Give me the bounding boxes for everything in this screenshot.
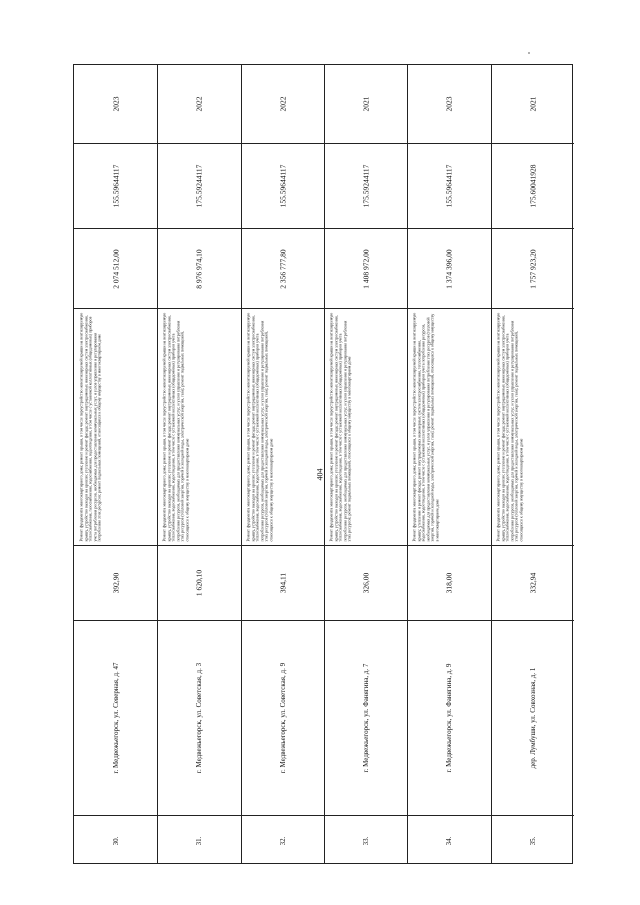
works-cell	[74, 308, 157, 545]
address-text: дер. Лумбуши, ул. Совхозная, д. 1	[528, 667, 537, 769]
row-number-cell	[325, 815, 407, 865]
unit-cost-text: 155.59644117	[444, 164, 454, 208]
unit-cost-text: 155.59644117	[278, 164, 288, 208]
address-cell	[492, 620, 574, 815]
year-text: 2021	[528, 96, 538, 112]
works-text: Ремонт фундамента многоквартирного дома; ремонт крыши, в том числе переустройство невентилируемой крыши на вентилируемую крышу; утепление и ремонт фасада; ремонт внутридомовых инженерных систем электроснабжения, теплоснабжения, водоснабжения, водоотведения, в том числе с установкой коллективных (общедомовых) приборов учета потребления ресурсов, необходимых для предоставления коммунальных услуг, и узлов управления и регулирования потребления этих ресурсов (тепловой энергии, горячей и холодной воды, электрической энергии, газа); ремонт подвальных помещений, относящихся к общему имуществу в многоквартирном доме	[411, 312, 440, 542]
row-number-text: 35.	[528, 836, 537, 845]
address-cell	[74, 620, 157, 815]
table-row	[74, 65, 157, 863]
year-text: 2023	[111, 96, 121, 112]
area-text: 1 620,10	[194, 569, 204, 597]
area-cell	[74, 545, 157, 620]
year-text: 2022	[278, 96, 288, 112]
works-cell	[408, 308, 490, 545]
year-cell	[158, 65, 240, 143]
address-cell	[325, 620, 407, 815]
works-table	[73, 64, 573, 864]
cost-cell	[325, 228, 407, 308]
address-text: г. Медвежьегорск, ул. Фанягина, д. 7	[362, 663, 371, 773]
works-text: Ремонт фундамента многоквартирного дома; ремонт крыши, в том числе переустройство невентилируемой крыши на вентилируемую крышу, устройство выходов на кровлю; утепление и ремонт фасада; ремонт внутридомовых инженерных систем электроснабжения, теплоснабжения, водоснабжения, водоотведения, в том числе с установкой коллективных (общедомовых) приборов учета потребления ресурсов, необходимых для предоставления коммунальных услуг, и узлов управления и регулирования потребления этих ресурсов (тепловой энергии, горячей и холодной воды, электрической энергии, газа); ремонт подвальных помещений, относящихся к общему имуществу в многоквартирном доме	[245, 312, 274, 542]
cost-text: 8 976 974,10	[194, 248, 204, 289]
row-number-cell	[74, 815, 157, 865]
address-text: г. Медвежьегорск, ул. Советская, д. 9	[278, 662, 287, 774]
address-text: г. Медвежьегорск, ул. Советская, д. 3	[195, 662, 204, 774]
cost-cell	[74, 228, 157, 308]
area-cell	[408, 545, 490, 620]
unit-cost-cell	[242, 143, 324, 228]
area-text: 392,90	[111, 572, 121, 594]
address-text: г. Медвежьегорск, ул. Фанягина, д. 9	[445, 663, 454, 773]
cost-text: 2 074 512,00	[111, 248, 121, 289]
unit-cost-text: 175.59244117	[194, 164, 204, 208]
year-cell	[492, 65, 574, 143]
row-number-cell	[242, 815, 324, 865]
year-text: 2023	[444, 96, 454, 112]
scan-speck	[528, 52, 530, 54]
address-text: г. Медвежьегорск, ул. Северная, д. 47	[111, 662, 120, 774]
unit-cost-cell	[158, 143, 240, 228]
area-cell	[158, 545, 240, 620]
unit-cost-text: 155.59644117	[111, 164, 121, 208]
area-text: 318,00	[444, 572, 454, 594]
area-text: 394,11	[278, 572, 288, 594]
year-text: 2022	[194, 96, 204, 112]
works-cell	[158, 308, 240, 545]
year-text: 2021	[361, 96, 371, 112]
unit-cost-text: 175.59244117	[361, 164, 371, 208]
area-cell	[325, 545, 407, 620]
cost-cell	[492, 228, 574, 308]
unit-cost-cell	[325, 143, 407, 228]
page-number: 404	[315, 468, 325, 481]
works-cell	[492, 308, 574, 545]
year-cell	[74, 65, 157, 143]
works-text: Ремонт фундамента многоквартирного дома; ремонт крыши, в том числе переустройство невентилируемой крыши на вентилируемую крышу, устройство выходов на кровлю; утепление и ремонт фасада; ремонт внутридомовых инженерных систем электроснабжения, теплоснабжения, водоснабжения, водоотведения, в том числе с установкой коллективных (общедомовых) приборов учета потребления ресурсов, необходимых для предоставления коммунальных услуг, и узлов управления и регулирования потребления этих ресурсов (тепловой энергии, горячей и холодной воды, электрической энергии, газа); ремонт подвальных помещений, относящихся к общему имуществу в многоквартирном доме	[495, 312, 524, 542]
row-number-text: 32.	[278, 836, 287, 845]
cost-text: 2 356 777,80	[278, 248, 288, 289]
table-row	[324, 65, 407, 863]
table-row	[241, 65, 324, 863]
works-text: Ремонт фундамента многоквартирного дома; ремонт крыши, в том числе переустройство невентилируемой крыши на вентилируемую крышу, устройство выходов на кровлю; утепление и ремонт фасада; ремонт внутридомовых инженерных систем электроснабжения, теплоснабжения, водоснабжения, водоотведения, в том числе с установкой коллективных (общедомовых) приборов учета потребления ресурсов, необходимых для предоставления коммунальных услуг, и узлов управления и регулирования потребления этих ресурсов (тепловой энергии, горячей и холодной воды, электрической энергии, газа); ремонт подвальных помещений, относящихся к общему имуществу в многоквартирном доме	[161, 312, 190, 542]
unit-cost-cell	[74, 143, 157, 228]
cost-cell	[408, 228, 490, 308]
cost-cell	[158, 228, 240, 308]
row-number-cell	[408, 815, 490, 865]
address-cell	[158, 620, 240, 815]
area-text: 326,00	[361, 572, 371, 594]
row-number-text: 33.	[362, 836, 371, 845]
row-number-cell	[158, 815, 240, 865]
row-number-text: 31.	[195, 836, 204, 845]
year-cell	[325, 65, 407, 143]
row-number-text: 34.	[445, 836, 454, 845]
works-cell	[242, 308, 324, 545]
year-cell	[408, 65, 490, 143]
area-text: 332,94	[528, 572, 538, 594]
works-text: Ремонт фундамента многоквартирного дома; ремонт крыши, в том числе переустройство невентилируемой крыши на вентилируемую крышу, устройство выходов на кровлю; утепление и ремонт фасада; ремонт внутридомовых инженерных систем электроснабжения, теплоснабжения, водоснабжения, водоотведения, в том числе с установкой коллективных (общедомовых) приборов учета потребления ресурсов, необходимых для предоставления коммунальных услуг, и узлов управления и регулирования потребления этих ресурсов; ремонт подвальных помещений, относящихся к общему имуществу в многоквартирном доме	[328, 312, 352, 542]
cost-text: 1 374 396,00	[444, 248, 454, 289]
table-row	[407, 65, 490, 863]
works-text: Ремонт фундамента многоквартирного дома; ремонт крыши, в том числе переустройство невентилируемой крыши на вентилируемую крышу, устройство выходов на кровлю; утепление и ремонт фасада; ремонт внутридомовых инженерных систем электроснабжения, теплоснабжения, газоснабжения, водоснабжения, водоотведения, в том числе с установкой коллективных (общедомовых) приборов учета потребления ресурсов, необходимых для предоставления коммунальных услуг, и узлов управления и регулирования потребления этих ресурсов; ремонт подвальных помещений, относящихся к общему имуществу в многоквартирном доме	[77, 312, 102, 542]
row-number-text: 30.	[111, 836, 120, 845]
cost-cell	[242, 228, 324, 308]
address-cell	[242, 620, 324, 815]
unit-cost-cell	[492, 143, 574, 228]
unit-cost-text: 175.60041928	[528, 164, 538, 208]
works-cell	[325, 308, 407, 545]
cost-text: 1 757 923,20	[528, 248, 538, 289]
table-row	[157, 65, 240, 863]
table-row	[491, 65, 574, 863]
row-number-cell	[492, 815, 574, 865]
year-cell	[242, 65, 324, 143]
cost-text: 1 408 972,00	[361, 248, 371, 289]
area-cell	[242, 545, 324, 620]
area-cell	[492, 545, 574, 620]
unit-cost-cell	[408, 143, 490, 228]
address-cell	[408, 620, 490, 815]
